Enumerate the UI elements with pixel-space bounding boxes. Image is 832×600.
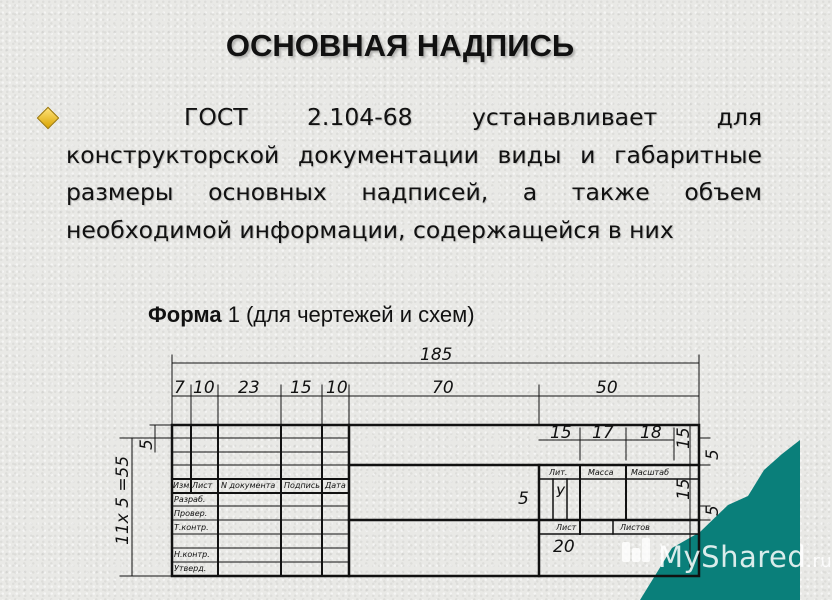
right-label-sheets: Листов bbox=[620, 523, 650, 532]
row-label-razrab: Разраб. bbox=[174, 495, 206, 504]
dim-right-15a: 15 bbox=[674, 427, 694, 449]
dim-50: 50 bbox=[596, 378, 618, 398]
dim-inner-17: 17 bbox=[592, 423, 614, 443]
form-caption-rest: 1 (для чертежей и схем) bbox=[221, 302, 475, 327]
dim-inner-15: 15 bbox=[550, 423, 572, 443]
right-label-scale: Масштаб bbox=[631, 468, 670, 477]
dim-left-rows: 11x 5 =55 bbox=[113, 455, 133, 545]
dim-70: 70 bbox=[432, 378, 454, 398]
row-label-utverd: Утверд. bbox=[174, 564, 207, 573]
watermark-text bbox=[658, 540, 832, 574]
dim-10a: 10 bbox=[193, 378, 215, 398]
header-label-izm: Изм. bbox=[173, 481, 192, 490]
row-label-prover: Провер. bbox=[174, 509, 208, 518]
header-label-sign: Подпись bbox=[284, 481, 320, 490]
watermark-main: MyShared bbox=[658, 540, 807, 574]
header-label-list: Лист bbox=[192, 481, 213, 490]
paragraph-text: ГОСТ 2.104-68 устанавливает для конструкторской документации виды и габаритные размеры основных надписей, а также объем необходимой информации, содержащейся в них bbox=[66, 103, 762, 244]
dim-inner-5: 5 bbox=[518, 489, 529, 509]
watermark-icon bbox=[622, 538, 650, 562]
right-label-letter: У bbox=[556, 485, 565, 501]
header-label-ndoc: N документа bbox=[221, 481, 276, 490]
dim-total: 185 bbox=[420, 345, 453, 365]
right-label-mass: Масса bbox=[588, 468, 614, 477]
right-label-sheet: Лист bbox=[556, 523, 577, 532]
row-label-tkontr: Т.контр. bbox=[174, 523, 209, 532]
dim-15: 15 bbox=[290, 378, 312, 398]
slide-title: ОСНОВНАЯ НАДПИСЬ bbox=[225, 28, 575, 63]
dim-inner-18: 18 bbox=[640, 423, 662, 443]
header-label-date: Дата bbox=[325, 481, 346, 490]
dim-right-5b: 5 bbox=[703, 505, 723, 516]
dim-right-15b: 15 bbox=[674, 478, 694, 500]
dim-23: 23 bbox=[238, 378, 260, 398]
row-label-nkontr: Н.контр. bbox=[174, 550, 210, 559]
right-label-lit: Лит. bbox=[549, 468, 568, 477]
dim-7: 7 bbox=[174, 378, 185, 398]
form-caption-bold: Форма bbox=[148, 302, 222, 327]
dim-10b: 10 bbox=[326, 378, 348, 398]
dim-inner-20: 20 bbox=[553, 537, 575, 557]
dim-left-5: 5 bbox=[137, 439, 157, 450]
dim-right-5a: 5 bbox=[703, 449, 723, 460]
watermark-suffix: .ru bbox=[806, 551, 832, 572]
